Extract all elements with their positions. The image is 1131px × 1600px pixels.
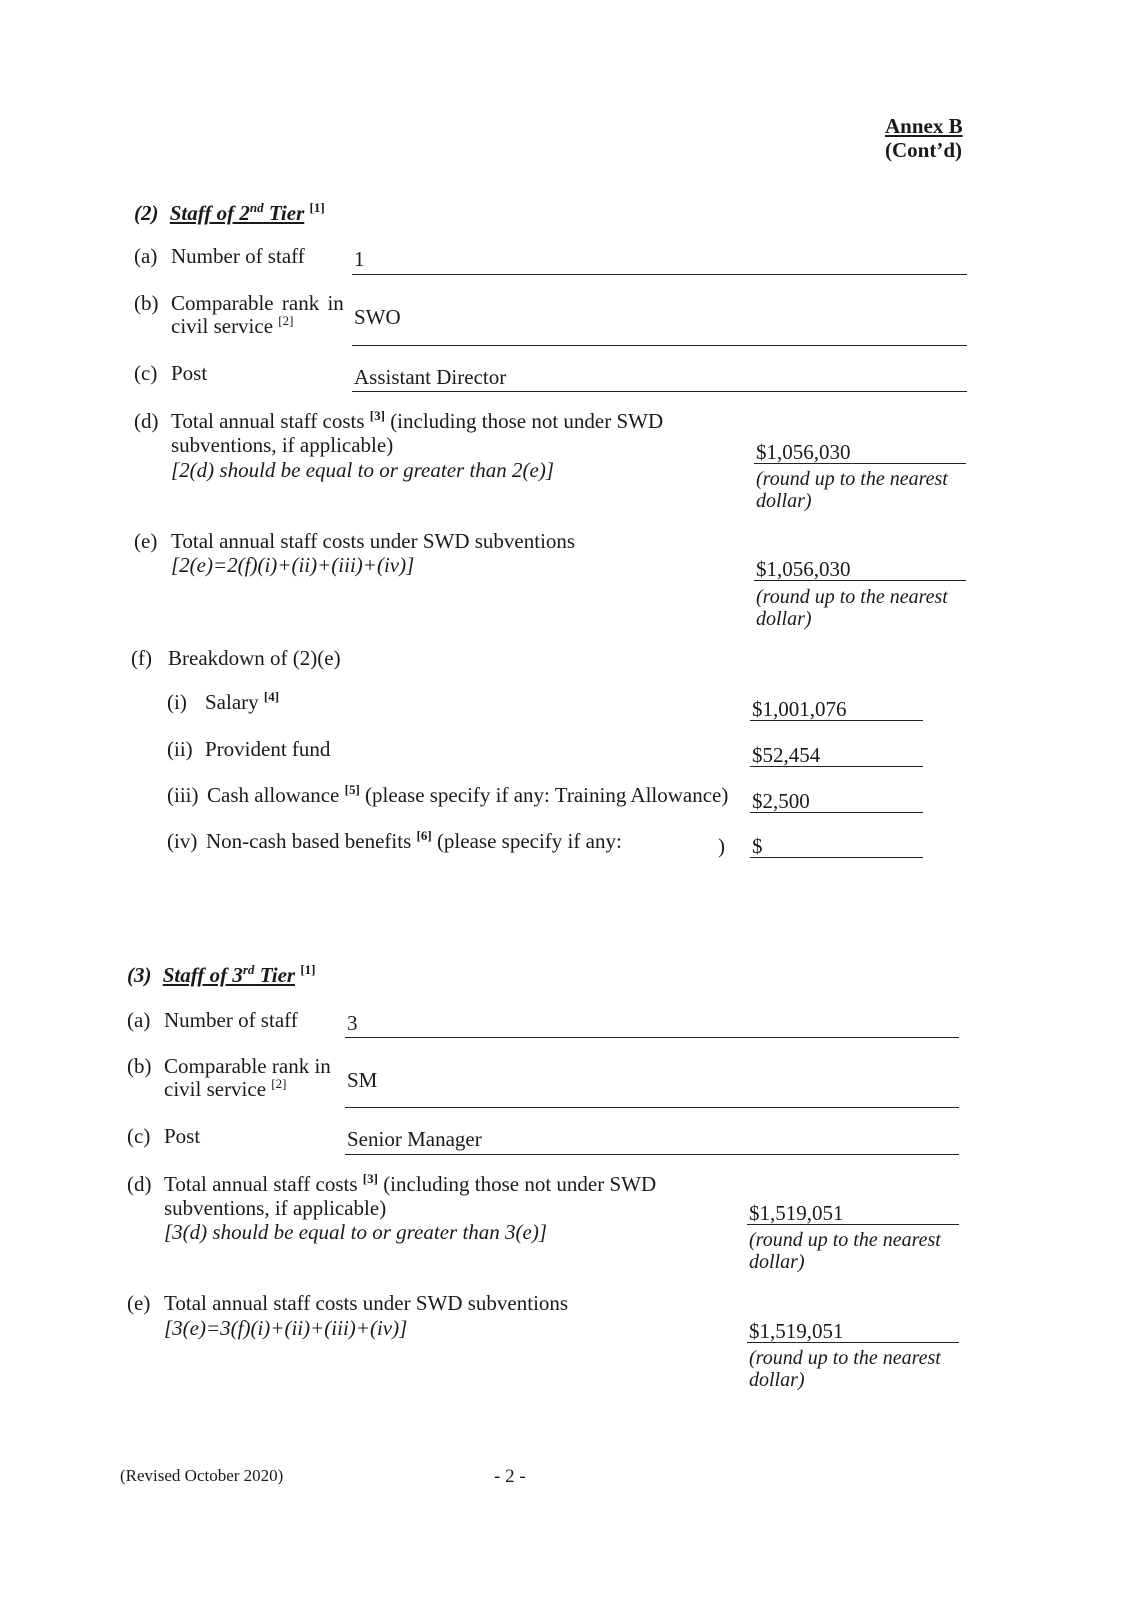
tier2-staff-count: 1 [354,247,365,271]
tier3-e-rounding-note: (round up to the nearest dollar) [749,1347,941,1391]
tier2-b-label: (b) [134,291,159,315]
tier2-a-text: Number of staff [171,244,305,268]
breakdown-line [750,812,923,813]
tier2-d-rounding-note: (round up to the nearest dollar) [756,468,948,512]
tier2-total-costs: $1,056,030 [756,440,851,464]
tier3-e-line [747,1342,959,1343]
page-number: - 2 - [494,1466,526,1487]
breakdown-noncash-value: $ [752,834,763,858]
tier2-c-text: Post [171,361,208,385]
tier2-b-text1: Comparable rank in [171,291,344,315]
tier2-subvention-costs: $1,056,030 [756,557,851,581]
tier3-b-text2: civil service [2] [164,1076,287,1101]
breakdown-item-num: (iii) [167,783,199,807]
revision-note: (Revised October 2020) [120,1466,284,1485]
breakdown-item-text: Cash allowance [5] (please specify if any: Training Allowance) [207,782,729,807]
tier3-d-rounding-note: (round up to the nearest dollar) [749,1229,941,1273]
tier2-f-label: (f) [131,646,152,670]
breakdown-item-text: Provident fund [205,737,331,761]
tier3-e-text1: Total annual staff costs under SWD subventions [164,1291,569,1315]
tier3-d-text1: Total annual staff costs [3] (including those not under SWD [164,1171,657,1196]
breakdown-item-num: (i) [167,690,187,714]
tier2-a-label: (a) [134,244,158,268]
tier3-d-text2: subventions, if applicable) [164,1196,387,1220]
tier2-b-text2: civil service [2] [171,313,294,338]
annex-label: Annex B [885,114,963,138]
breakdown-cash-allowance-value: $2,500 [752,789,810,813]
tier3-staff-count: 3 [347,1011,358,1035]
breakdown-line [750,720,923,721]
tier2-e-text1: Total annual staff costs under SWD subventions [171,529,576,553]
tier2-e-text2: [2(e)=2(f)(i)+(ii)+(iii)+(iv)] [171,553,415,577]
tier2-d-text2: subventions, if applicable) [171,433,394,457]
tier2-b-line [352,345,967,346]
tier2-e-line [754,580,966,581]
breakdown-item-text: Non-cash based benefits [6] (please specify if any: [206,828,622,853]
tier2-c-line [352,391,967,392]
tier2-d-line [754,463,966,464]
breakdown-item-num: (ii) [167,737,193,761]
tier2-title: Staff of 2nd Tier [169,200,305,225]
tier3-d-line [747,1224,959,1225]
contd-label: (Cont’d) [885,138,962,162]
tier3-e-text2: [3(e)=3(f)(i)+(ii)+(iii)+(iv)] [164,1316,408,1340]
tier2-rank: SWO [354,305,401,329]
tier3-a-line [345,1037,959,1038]
breakdown-item-num: (iv) [167,829,198,853]
breakdown-line [750,766,923,767]
tier2-number: (2) [134,201,159,225]
tier2-f-text: Breakdown of (2)(e) [168,646,341,670]
tier3-total-costs: $1,519,051 [749,1201,844,1225]
tier3-number: (3) [127,963,152,987]
breakdown-close-paren: ) [718,834,725,858]
tier2-heading [134,201,325,226]
tier3-a-text: Number of staff [164,1008,298,1032]
breakdown-provident-fund-value: $52,454 [752,743,821,767]
tier2-d-text3: [2(d) should be equal to or greater than 2(e)] [171,458,555,482]
tier3-rank: SM [347,1068,378,1092]
breakdown-salary-value: $1,001,076 [752,697,847,721]
tier3-subvention-costs: $1,519,051 [749,1319,844,1343]
tier3-b-text1: Comparable rank in [164,1054,331,1078]
tier2-d-text1: Total annual staff costs [3] (including those not under SWD [171,408,664,433]
tier3-c-text: Post [164,1124,201,1148]
tier3-d-text3: [3(d) should be equal to or greater than 3(e)] [164,1220,548,1244]
tier2-d-label: (d) [134,409,159,433]
tier2-footnote-ref: [1] [309,200,325,215]
tier3-d-label: (d) [127,1172,152,1196]
tier2-c-label: (c) [134,361,158,385]
tier3-post: Senior Manager [347,1127,482,1151]
tier3-footnote-ref: [1] [300,962,316,977]
tier3-a-label: (a) [127,1008,151,1032]
tier3-title: Staff of 3rd Tier [162,962,296,987]
tier3-c-label: (c) [127,1124,151,1148]
tier2-e-rounding-note: (round up to the nearest dollar) [756,586,948,630]
tier2-a-line [352,274,967,275]
tier2-e-label: (e) [134,529,158,553]
tier3-c-line [345,1154,959,1155]
tier2-post: Assistant Director [354,365,507,389]
tier3-b-line [345,1107,959,1108]
tier3-heading [127,963,316,988]
tier3-b-label: (b) [127,1054,152,1078]
breakdown-item-text: Salary [4] [205,689,280,714]
breakdown-line [750,857,923,858]
tier3-e-label: (e) [127,1291,151,1315]
